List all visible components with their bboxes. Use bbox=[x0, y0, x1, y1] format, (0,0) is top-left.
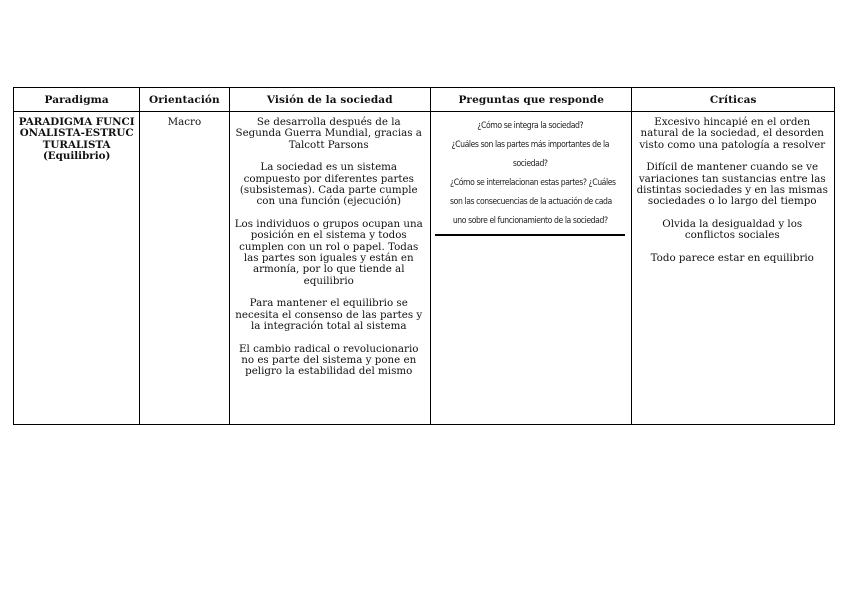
question-line: sociedad? bbox=[512, 159, 548, 169]
paradigm-table bbox=[13, 87, 835, 425]
question-line: ¿Cómo se interrelacionan estas partes? ¿Cuáles bbox=[450, 178, 616, 188]
critica-paragraph: Difícil de mantener cuando se ve variaciones tan sustancias entre las distintas sociedades y en las mismas sociedades o lo largo del tiempo bbox=[636, 161, 828, 208]
header-preguntas: Preguntas que responde bbox=[430, 88, 631, 112]
header-orientacion: Orientación bbox=[140, 88, 229, 112]
paradigm-subtitle: (Equilibrio) bbox=[42, 150, 111, 163]
criticas-cell bbox=[632, 112, 835, 425]
question-line: son las consecuencias de la actuación de cada bbox=[450, 197, 612, 207]
header-row bbox=[14, 88, 835, 112]
vision-paragraph: Para mantener el equilibrio se necesita el consenso de las partes y la integración total al sistema bbox=[235, 297, 423, 333]
vision-paragraph: Se desarrolla después de la Segunda Guerra Mundial, gracias a Talcott Parsons bbox=[235, 116, 422, 151]
paradigm-cell bbox=[14, 112, 140, 425]
question-line: uno sobre el funcionamiento de la sociedad? bbox=[452, 216, 608, 226]
critica-paragraph: Olvida la desigualdad y los conflictos sociales bbox=[662, 217, 803, 242]
vision-paragraph: El cambio radical o revolucionario no es parte del sistema y pone en peligro la estabilidad del mismo bbox=[239, 342, 419, 378]
vision-paragraph: Los individuos o grupos ocupan una posición en el sistema y todos cumplen con un rol o papel. Todas las partes son iguales y están en armonía, por lo que tiende al equilibrio bbox=[234, 217, 423, 287]
header-criticas: Críticas bbox=[632, 88, 835, 112]
header-vision: Visión de la sociedad bbox=[229, 88, 430, 112]
question-line: ¿Cuáles son las partes más importantes de la bbox=[451, 140, 610, 150]
questions-cell bbox=[430, 112, 631, 425]
question-line: ¿Cómo se integra la sociedad? bbox=[477, 121, 584, 131]
critica-paragraph: Excesivo hincapié en el orden natural de la sociedad, el desorden visto como una patología a resolver bbox=[639, 116, 826, 151]
vision-paragraph: La sociedad es un sistema compuesto por diferentes partes (subsistemas). Cada parte cumple con una función (ejecución) bbox=[239, 161, 418, 208]
table-row bbox=[14, 112, 835, 425]
paradigm-name: PARADIGMA FUNCIONALISTA-ESTRUCTURALISTA bbox=[18, 116, 135, 151]
questions-underline bbox=[435, 234, 625, 236]
critica-paragraph: Todo parece estar en equilibrio bbox=[650, 251, 814, 264]
vision-cell bbox=[229, 112, 430, 425]
orientation-cell: Macro bbox=[140, 112, 229, 425]
header-paradigma: Paradigma bbox=[14, 88, 140, 112]
